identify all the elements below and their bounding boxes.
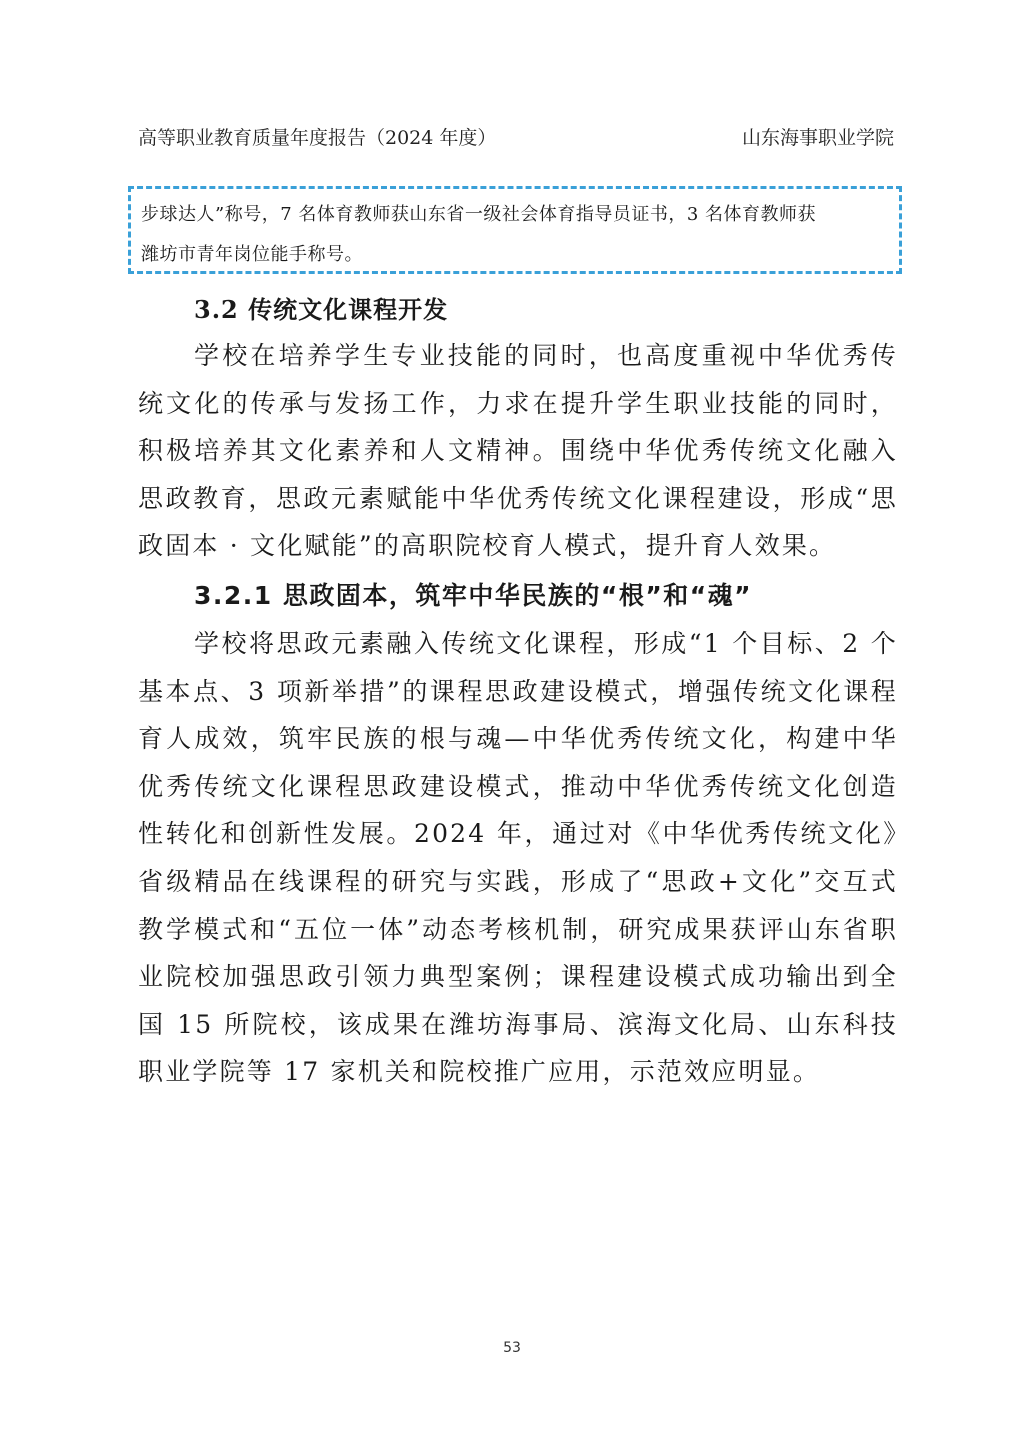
page-header (138, 124, 894, 152)
subsection-heading: 3.2.1 思政固本，筑牢中华民族的“根”和“魂” (194, 580, 753, 610)
section-heading: 3.2 传统文化课程开发 (194, 295, 449, 324)
note-line-1: 步球达人”称号，7 名体育教师获山东省一级社会体育指导员证书，3 名体育教师获 (141, 204, 817, 225)
dashed-note-box (128, 186, 902, 274)
subsection-paragraph: 学校将思政元素融入传统文化课程，形成“1 个目标、2 个基本点、3 项新举措”的课程思政建设模式，增强传统文化课程育人成效，筑牢民族的根与魂—中华优秀传统文化，构建中华优秀传统文化课程思政建设模式，推动中华优秀传统文化创造性转化和创新性发展。2024 年，通过对《中华优秀传统文化》省级精品在线课程的研究与实践，形成了“思政+文化”交互式教学模式和“五位一体”动态考核机制，研究成果获评山东省职业院校加强思政引领力典型案例；课程建设模式成功输出到全国 15 所院校，该成果在潍坊海事局、滨海文化局、山东科技职业学院等 17 家机关和院校推广应用，示范效应明显。 (138, 628, 898, 1087)
note-line-2: 潍坊市青年岗位能手称号。 (141, 244, 363, 265)
report-title: 高等职业教育质量年度报告（2024 年度） (138, 127, 497, 149)
main-content (138, 288, 898, 1096)
section-paragraph: 学校在培养学生专业技能的同时，也高度重视中华优秀传统文化的传承与发扬工作，力求在提升学生职业技能的同时，积极培养其文化素养和人文精神。围绕中华优秀传统文化融入思政教育，思政元素赋能中华优秀传统文化课程建设，形成“思政固本 · 文化赋能”的高职院校育人模式，提升育人效果。 (138, 341, 898, 561)
school-name: 山东海事职业学院 (741, 127, 894, 149)
page-number: 53 (503, 1340, 521, 1356)
